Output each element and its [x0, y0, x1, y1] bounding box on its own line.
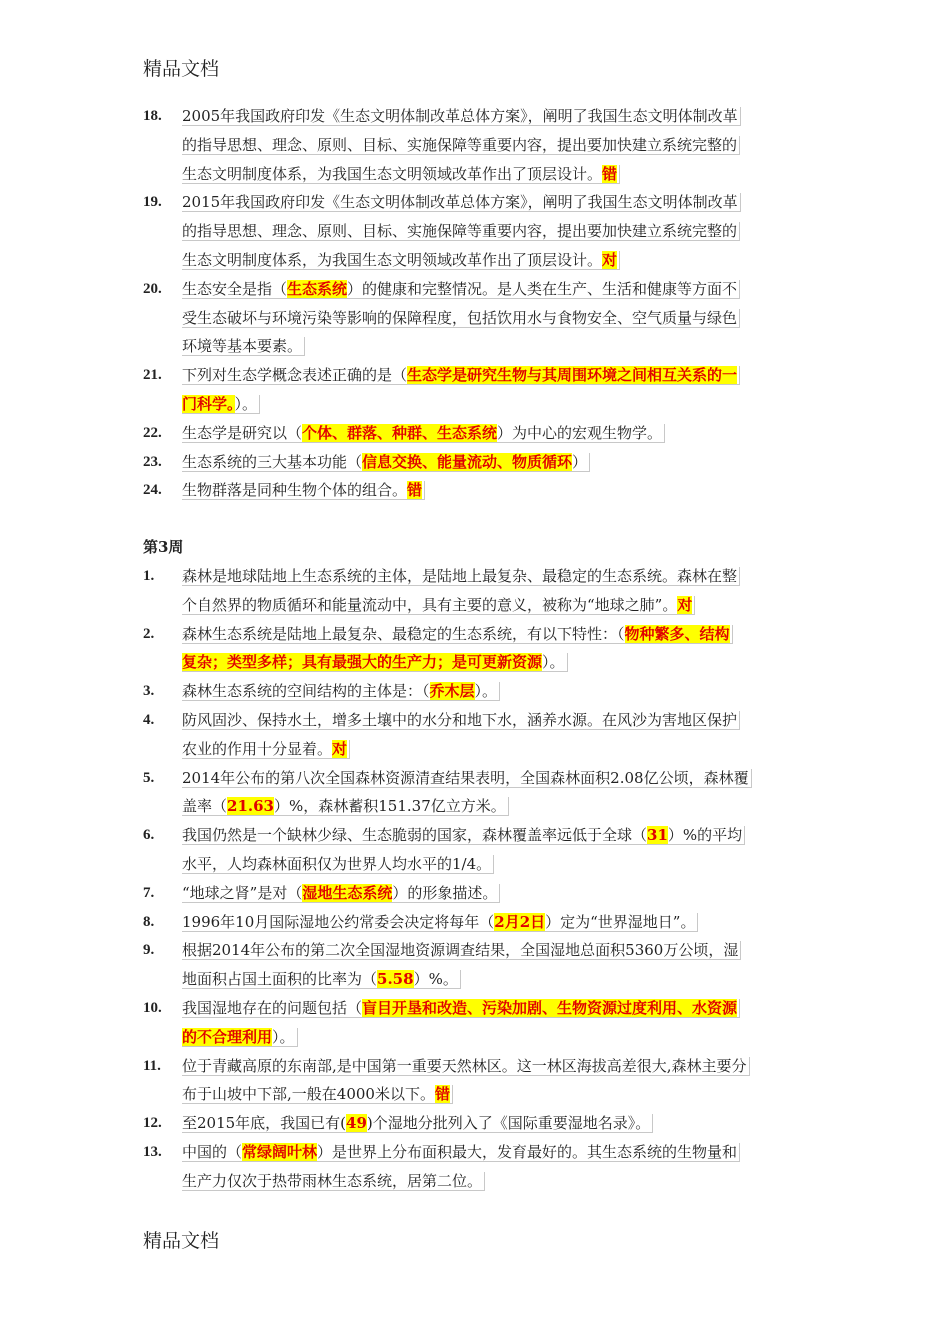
text-segment: 受生态破坏与环境污染等影响的保障程度，包括饮用水与食物安全、空气质量与绿色 [182, 308, 738, 327]
text-line [182, 332, 807, 361]
question-number: 6. [143, 827, 155, 844]
text-segment: 我国仍然是一个缺林少绿、生态脆弱的国家，森林覆盖率远低于全球（ [182, 826, 648, 845]
footer-watermark: 精品文档 [143, 1230, 220, 1252]
question-text [182, 706, 807, 764]
text-line [182, 994, 807, 1023]
text-line [182, 591, 807, 620]
header-watermark: 精品文档 [143, 58, 220, 80]
text-line [182, 361, 807, 390]
text-segment: ） [572, 452, 588, 471]
text-segment: 1996年10月国际湿地公约常委会决定将每年（ [182, 912, 495, 931]
text-segment: )个湿地分批列入了《国际重要湿地名录》。 [366, 1114, 651, 1133]
question-text [182, 275, 807, 361]
answer-highlight: 物种繁多、结构 [624, 624, 730, 643]
text-line [182, 936, 807, 965]
text-segment: ）。 [272, 1027, 295, 1046]
answer-highlight: 生态系统 [287, 279, 348, 298]
text-segment: 生态系统的三大基本功能（ [182, 452, 363, 471]
question-list-section-2 [143, 562, 807, 1196]
week-heading: 第3周 [143, 538, 184, 557]
text-segment: 防风固沙、保持水土，增多土壤中的水分和地下水，涵养水源。在风沙为害地区保护 [182, 710, 738, 729]
question-text [182, 448, 807, 477]
text-segment: ）为中心的宏观生物学。 [497, 423, 663, 442]
question-text [182, 936, 807, 994]
text-line [182, 648, 807, 677]
question-number: 3. [143, 683, 155, 700]
text-segment: 生态文明制度体系，为我国生态文明领域改革作出了顶层设计。 [182, 164, 603, 183]
text-segment: ）%的平均 [667, 826, 743, 845]
text-line [182, 735, 807, 764]
text-segment: 盖率（ [182, 797, 228, 816]
text-line [182, 620, 807, 649]
text-segment: 2015年我国政府印发《生态文明体制改革总体方案》，阐明了我国生态文明体制改革 [182, 193, 738, 212]
question-text [182, 879, 807, 908]
question-text [182, 562, 807, 620]
question-list-section-1 [143, 102, 807, 505]
question-text [182, 1109, 807, 1138]
text-segment: ）。 [542, 653, 565, 672]
text-segment: 森林是地球陆地上生态系统的主体，是陆地上最复杂、最稳定的生态系统。森林在整 [182, 566, 738, 585]
answer-highlight: 5.58 [377, 970, 414, 989]
text-line [182, 1080, 807, 1109]
question-number: 22. [143, 424, 162, 441]
answer-highlight: 21.63 [227, 797, 274, 816]
text-line [182, 217, 807, 246]
text-line [182, 1052, 807, 1081]
text-line [182, 908, 807, 937]
text-line [182, 965, 807, 994]
text-segment: 生产力仅次于热带雨林生态系统，居第二位。 [182, 1171, 483, 1190]
text-line [182, 390, 807, 419]
text-line [182, 448, 807, 477]
question-item [143, 562, 807, 620]
answer-highlight: 错 [434, 1085, 450, 1104]
question-item [143, 908, 807, 937]
question-number: 19. [143, 194, 162, 211]
text-segment: 位于青藏高原的东南部,是中国第一重要天然林区。这一林区海拔高差很大,森林主要分 [182, 1056, 747, 1075]
text-segment: ）%。 [413, 970, 458, 989]
question-number: 18. [143, 108, 162, 124]
text-segment: ）。 [474, 682, 498, 701]
question-item [143, 879, 807, 908]
question-item [143, 821, 807, 879]
question-number: 21. [143, 367, 162, 384]
answer-highlight: 常绿阔叶林 [242, 1142, 318, 1161]
question-text [182, 908, 807, 937]
text-line [182, 1167, 807, 1196]
text-line [182, 160, 807, 189]
question-text [182, 764, 807, 822]
question-item [143, 936, 807, 994]
text-line [182, 188, 807, 217]
answer-highlight: 生态学是研究生物与其周围环境之间相互关系的一 [407, 366, 738, 385]
text-segment: 布于山坡中下部,一般在4000米以下。 [182, 1085, 435, 1104]
question-item [143, 1138, 807, 1196]
answer-highlight: 对 [677, 595, 693, 614]
question-text [182, 620, 807, 678]
question-number: 8. [143, 913, 155, 930]
text-line [182, 275, 807, 304]
text-segment: 生态文明制度体系，为我国生态文明领域改革作出了顶层设计。 [182, 250, 603, 269]
question-number: 13. [143, 1143, 162, 1160]
question-text [182, 188, 807, 274]
answer-highlight: 错 [407, 481, 423, 500]
question-number: 2. [143, 625, 155, 642]
question-item [143, 448, 807, 477]
question-number: 24. [143, 482, 162, 499]
text-segment: 生物群落是同种生物个体的组合。 [182, 481, 408, 500]
question-item [143, 677, 807, 706]
question-item [143, 476, 807, 505]
text-segment: 生态学是研究以（ [182, 423, 303, 442]
question-number: 23. [143, 453, 162, 470]
question-item [143, 361, 807, 419]
text-segment: 生态安全是指（ [182, 279, 288, 298]
question-item [143, 706, 807, 764]
answer-highlight: 49 [346, 1114, 367, 1133]
question-text [182, 994, 807, 1052]
question-item [143, 1052, 807, 1110]
question-number: 5. [143, 769, 155, 786]
text-segment: 环境等基本要素。 [182, 337, 303, 356]
question-number: 20. [143, 280, 162, 297]
text-segment: ）是世界上分布面积最大，发育最好的。其生态系统的生物量和 [317, 1142, 738, 1161]
text-line [182, 677, 807, 706]
answer-highlight: 错 [602, 164, 618, 183]
text-segment: 森林生态系统是陆地上最复杂、最稳定的生态系统，有以下特性：（ [182, 624, 625, 643]
question-item [143, 275, 807, 361]
question-text [182, 1138, 807, 1196]
answer-highlight: 信息交换、能量流动、物质循环 [362, 452, 573, 471]
question-number: 10. [143, 999, 162, 1016]
question-number: 9. [143, 942, 155, 959]
text-segment: 下列对生态学概念表述正确的是（ [182, 366, 408, 385]
text-line [182, 102, 807, 131]
text-segment: 2014年公布的第八次全国森林资源清查结果表明，全国森林面积2.08亿公顷，森林覆 [182, 768, 749, 787]
text-line [182, 1023, 807, 1052]
answer-highlight: 对 [602, 250, 618, 269]
question-item [143, 994, 807, 1052]
answer-highlight: 湿地生态系统 [302, 883, 393, 902]
question-item [143, 1109, 807, 1138]
question-item [143, 102, 807, 188]
question-text [182, 102, 807, 188]
question-text [182, 476, 807, 505]
text-segment: “地球之肾”是对（ [182, 883, 303, 902]
question-item [143, 764, 807, 822]
text-line [182, 706, 807, 735]
question-item [143, 620, 807, 678]
text-segment: 至2015年底，我国已有( [182, 1114, 347, 1133]
text-line [182, 476, 807, 505]
text-line [182, 850, 807, 879]
question-number: 1. [143, 567, 155, 584]
question-number: 4. [143, 711, 155, 728]
answer-highlight: 2月2日 [494, 912, 546, 931]
text-segment: 森林生态系统的空间结构的主体是：（ [182, 682, 430, 701]
text-segment: 中国的（ [182, 1142, 243, 1161]
text-line [182, 131, 807, 160]
answer-highlight: 盲目开垦和改造、污染加剧、生物资源过度利用、水资源 [362, 998, 738, 1017]
answer-highlight: 复杂；类型多样；具有最强大的生产力；是可更新资源 [182, 653, 543, 672]
question-number: 11. [143, 1057, 161, 1074]
question-text [182, 821, 807, 879]
text-segment: ）%，森林蓄积151.37亿立方米。 [274, 797, 506, 816]
text-segment: 水平，人均森林面积仅为世界人均水平的1/4。 [182, 854, 492, 873]
text-line [182, 419, 807, 448]
question-item [143, 188, 807, 274]
question-text [182, 1052, 807, 1110]
text-line [182, 764, 807, 793]
answer-highlight: 个体、群落、种群、生态系统 [302, 423, 498, 442]
document-body [143, 102, 807, 1195]
text-segment: 根据2014年公布的第二次全国湿地资源调查结果，全国湿地总面积5360万公顷，湿 [182, 941, 739, 960]
text-segment: 个自然界的物质循环和能量流动中，具有主要的意义，被称为“地球之肺”。 [182, 595, 678, 614]
answer-highlight: 门科学。 [182, 394, 235, 413]
text-segment: 的指导思想、理念、原则、目标、实施保障等重要内容，提出要加快建立系统完整的 [182, 135, 738, 154]
answer-highlight: 31 [647, 826, 668, 845]
text-segment: ）的形象描述。 [392, 883, 498, 902]
text-line [182, 304, 807, 333]
question-text [182, 419, 807, 448]
answer-highlight: 对 [332, 739, 348, 758]
answer-highlight: 的不合理利用 [182, 1027, 273, 1046]
text-line [182, 1109, 807, 1138]
question-item [143, 419, 807, 448]
text-line [182, 821, 807, 850]
question-number: 12. [143, 1115, 162, 1132]
text-line [182, 879, 807, 908]
answer-highlight: 乔木层 [429, 682, 475, 701]
text-segment: ）。 [234, 394, 258, 413]
text-segment: 2005年我国政府印发《生态文明体制改革总体方案》，阐明了我国生态文明体制改革 [182, 107, 738, 125]
text-segment: 农业的作用十分显着。 [182, 739, 333, 758]
text-line [182, 792, 807, 821]
text-segment: ）定为“世界湿地日”。 [545, 912, 696, 931]
question-number: 7. [143, 884, 155, 901]
text-segment: 的指导思想、理念、原则、目标、实施保障等重要内容，提出要加快建立系统完整的 [182, 222, 738, 241]
text-line [182, 1138, 807, 1167]
text-line [182, 562, 807, 591]
text-segment: 我国湿地存在的问题包括（ [182, 998, 363, 1017]
text-line [182, 246, 807, 275]
text-segment: ）的健康和完整情况。是人类在生产、生活和健康等方面不 [347, 279, 738, 298]
text-segment: 地面积占国土面积的比率为（ [182, 970, 378, 989]
question-text [182, 677, 807, 706]
question-text [182, 361, 807, 419]
